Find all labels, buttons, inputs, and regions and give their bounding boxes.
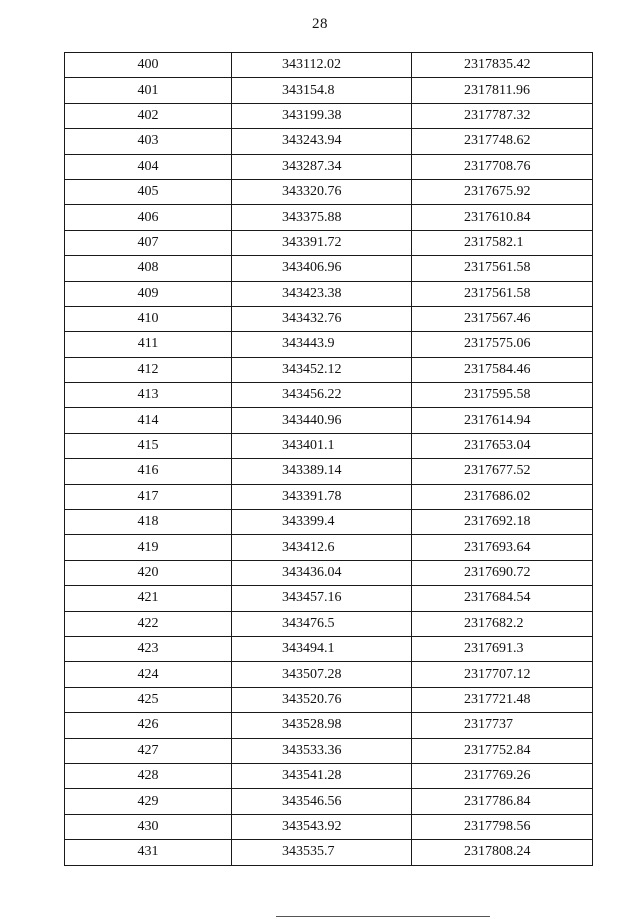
table-row bbox=[65, 53, 593, 78]
x-coordinate-cell: 343507.28 bbox=[232, 662, 412, 687]
y-coordinate-cell: 2317610.84 bbox=[412, 205, 593, 230]
table-row bbox=[65, 205, 593, 230]
x-coordinate-cell: 343287.34 bbox=[232, 154, 412, 179]
y-coordinate-cell: 2317798.56 bbox=[412, 814, 593, 839]
table-row bbox=[65, 129, 593, 154]
table-row bbox=[65, 433, 593, 458]
point-number-cell: 413 bbox=[65, 383, 232, 408]
table-row bbox=[65, 636, 593, 661]
point-number-cell: 411 bbox=[65, 332, 232, 357]
point-number-cell: 430 bbox=[65, 814, 232, 839]
x-coordinate-cell: 343546.56 bbox=[232, 789, 412, 814]
point-number-cell: 404 bbox=[65, 154, 232, 179]
table-row bbox=[65, 281, 593, 306]
table-row bbox=[65, 230, 593, 255]
point-number-cell: 403 bbox=[65, 129, 232, 154]
x-coordinate-cell: 343476.5 bbox=[232, 611, 412, 636]
x-coordinate-cell: 343541.28 bbox=[232, 763, 412, 788]
x-coordinate-cell: 343243.94 bbox=[232, 129, 412, 154]
x-coordinate-cell: 343391.72 bbox=[232, 230, 412, 255]
point-number-cell: 421 bbox=[65, 586, 232, 611]
y-coordinate-cell: 2317692.18 bbox=[412, 510, 593, 535]
table-row bbox=[65, 535, 593, 560]
point-number-cell: 424 bbox=[65, 662, 232, 687]
y-coordinate-cell: 2317786.84 bbox=[412, 789, 593, 814]
x-coordinate-cell: 343533.36 bbox=[232, 738, 412, 763]
point-number-cell: 410 bbox=[65, 306, 232, 331]
point-number-cell: 428 bbox=[65, 763, 232, 788]
table-row bbox=[65, 256, 593, 281]
x-coordinate-cell: 343423.38 bbox=[232, 281, 412, 306]
y-coordinate-cell: 2317811.96 bbox=[412, 78, 593, 103]
table-row bbox=[65, 662, 593, 687]
table-row bbox=[65, 814, 593, 839]
y-coordinate-cell: 2317693.64 bbox=[412, 535, 593, 560]
y-coordinate-cell: 2317721.48 bbox=[412, 687, 593, 712]
table-row bbox=[65, 383, 593, 408]
y-coordinate-cell: 2317752.84 bbox=[412, 738, 593, 763]
point-number-cell: 429 bbox=[65, 789, 232, 814]
table-row bbox=[65, 510, 593, 535]
x-coordinate-cell: 343199.38 bbox=[232, 103, 412, 128]
x-coordinate-cell: 343443.9 bbox=[232, 332, 412, 357]
y-coordinate-cell: 2317675.92 bbox=[412, 179, 593, 204]
x-coordinate-cell: 343154.8 bbox=[232, 78, 412, 103]
y-coordinate-cell: 2317787.32 bbox=[412, 103, 593, 128]
point-number-cell: 425 bbox=[65, 687, 232, 712]
x-coordinate-cell: 343456.22 bbox=[232, 383, 412, 408]
page-number: 28 bbox=[312, 16, 328, 32]
table-row bbox=[65, 713, 593, 738]
point-number-cell: 426 bbox=[65, 713, 232, 738]
point-number-cell: 405 bbox=[65, 179, 232, 204]
y-coordinate-cell: 2317561.58 bbox=[412, 281, 593, 306]
y-coordinate-cell: 2317582.1 bbox=[412, 230, 593, 255]
x-coordinate-cell: 343389.14 bbox=[232, 459, 412, 484]
point-number-cell: 409 bbox=[65, 281, 232, 306]
table-row bbox=[65, 687, 593, 712]
x-coordinate-cell: 343112.02 bbox=[232, 53, 412, 78]
x-coordinate-cell: 343406.96 bbox=[232, 256, 412, 281]
y-coordinate-cell: 2317748.62 bbox=[412, 129, 593, 154]
y-coordinate-cell: 2317707.12 bbox=[412, 662, 593, 687]
x-coordinate-cell: 343412.6 bbox=[232, 535, 412, 560]
y-coordinate-cell: 2317677.52 bbox=[412, 459, 593, 484]
point-number-cell: 400 bbox=[65, 53, 232, 78]
point-number-cell: 408 bbox=[65, 256, 232, 281]
x-coordinate-cell: 343440.96 bbox=[232, 408, 412, 433]
y-coordinate-cell: 2317708.76 bbox=[412, 154, 593, 179]
x-coordinate-cell: 343399.4 bbox=[232, 510, 412, 535]
y-coordinate-cell: 2317690.72 bbox=[412, 560, 593, 585]
y-coordinate-cell: 2317737 bbox=[412, 713, 593, 738]
point-number-cell: 419 bbox=[65, 535, 232, 560]
y-coordinate-cell: 2317691.3 bbox=[412, 636, 593, 661]
y-coordinate-cell: 2317769.26 bbox=[412, 763, 593, 788]
table-row bbox=[65, 840, 593, 865]
table-row bbox=[65, 459, 593, 484]
point-number-cell: 406 bbox=[65, 205, 232, 230]
table-row bbox=[65, 763, 593, 788]
x-coordinate-cell: 343401.1 bbox=[232, 433, 412, 458]
point-number-cell: 431 bbox=[65, 840, 232, 865]
x-coordinate-cell: 343543.92 bbox=[232, 814, 412, 839]
y-coordinate-cell: 2317595.58 bbox=[412, 383, 593, 408]
x-coordinate-cell: 343494.1 bbox=[232, 636, 412, 661]
table-row bbox=[65, 408, 593, 433]
point-number-cell: 415 bbox=[65, 433, 232, 458]
table-row bbox=[65, 332, 593, 357]
x-coordinate-cell: 343452.12 bbox=[232, 357, 412, 382]
table-row bbox=[65, 560, 593, 585]
table-row bbox=[65, 154, 593, 179]
point-number-cell: 418 bbox=[65, 510, 232, 535]
table-row bbox=[65, 306, 593, 331]
table-row bbox=[65, 611, 593, 636]
point-number-cell: 422 bbox=[65, 611, 232, 636]
table-row bbox=[65, 179, 593, 204]
bottom-rule bbox=[276, 916, 490, 917]
y-coordinate-cell: 2317682.2 bbox=[412, 611, 593, 636]
x-coordinate-cell: 343436.04 bbox=[232, 560, 412, 585]
point-number-cell: 407 bbox=[65, 230, 232, 255]
table-row bbox=[65, 357, 593, 382]
point-number-cell: 416 bbox=[65, 459, 232, 484]
coordinate-table bbox=[64, 52, 593, 866]
x-coordinate-cell: 343528.98 bbox=[232, 713, 412, 738]
x-coordinate-cell: 343432.76 bbox=[232, 306, 412, 331]
y-coordinate-cell: 2317835.42 bbox=[412, 53, 593, 78]
point-number-cell: 420 bbox=[65, 560, 232, 585]
table-row bbox=[65, 484, 593, 509]
x-coordinate-cell: 343320.76 bbox=[232, 179, 412, 204]
point-number-cell: 423 bbox=[65, 636, 232, 661]
x-coordinate-cell: 343457.16 bbox=[232, 586, 412, 611]
y-coordinate-cell: 2317575.06 bbox=[412, 332, 593, 357]
y-coordinate-cell: 2317653.04 bbox=[412, 433, 593, 458]
point-number-cell: 414 bbox=[65, 408, 232, 433]
table-row bbox=[65, 789, 593, 814]
point-number-cell: 427 bbox=[65, 738, 232, 763]
y-coordinate-cell: 2317686.02 bbox=[412, 484, 593, 509]
table-row bbox=[65, 103, 593, 128]
table-row bbox=[65, 78, 593, 103]
coordinate-table-body bbox=[65, 53, 593, 866]
point-number-cell: 417 bbox=[65, 484, 232, 509]
x-coordinate-cell: 343391.78 bbox=[232, 484, 412, 509]
x-coordinate-cell: 343520.76 bbox=[232, 687, 412, 712]
y-coordinate-cell: 2317614.94 bbox=[412, 408, 593, 433]
y-coordinate-cell: 2317561.58 bbox=[412, 256, 593, 281]
y-coordinate-cell: 2317567.46 bbox=[412, 306, 593, 331]
y-coordinate-cell: 2317584.46 bbox=[412, 357, 593, 382]
point-number-cell: 402 bbox=[65, 103, 232, 128]
point-number-cell: 401 bbox=[65, 78, 232, 103]
table-row bbox=[65, 586, 593, 611]
y-coordinate-cell: 2317684.54 bbox=[412, 586, 593, 611]
x-coordinate-cell: 343535.7 bbox=[232, 840, 412, 865]
table-row bbox=[65, 738, 593, 763]
x-coordinate-cell: 343375.88 bbox=[232, 205, 412, 230]
point-number-cell: 412 bbox=[65, 357, 232, 382]
y-coordinate-cell: 2317808.24 bbox=[412, 840, 593, 865]
